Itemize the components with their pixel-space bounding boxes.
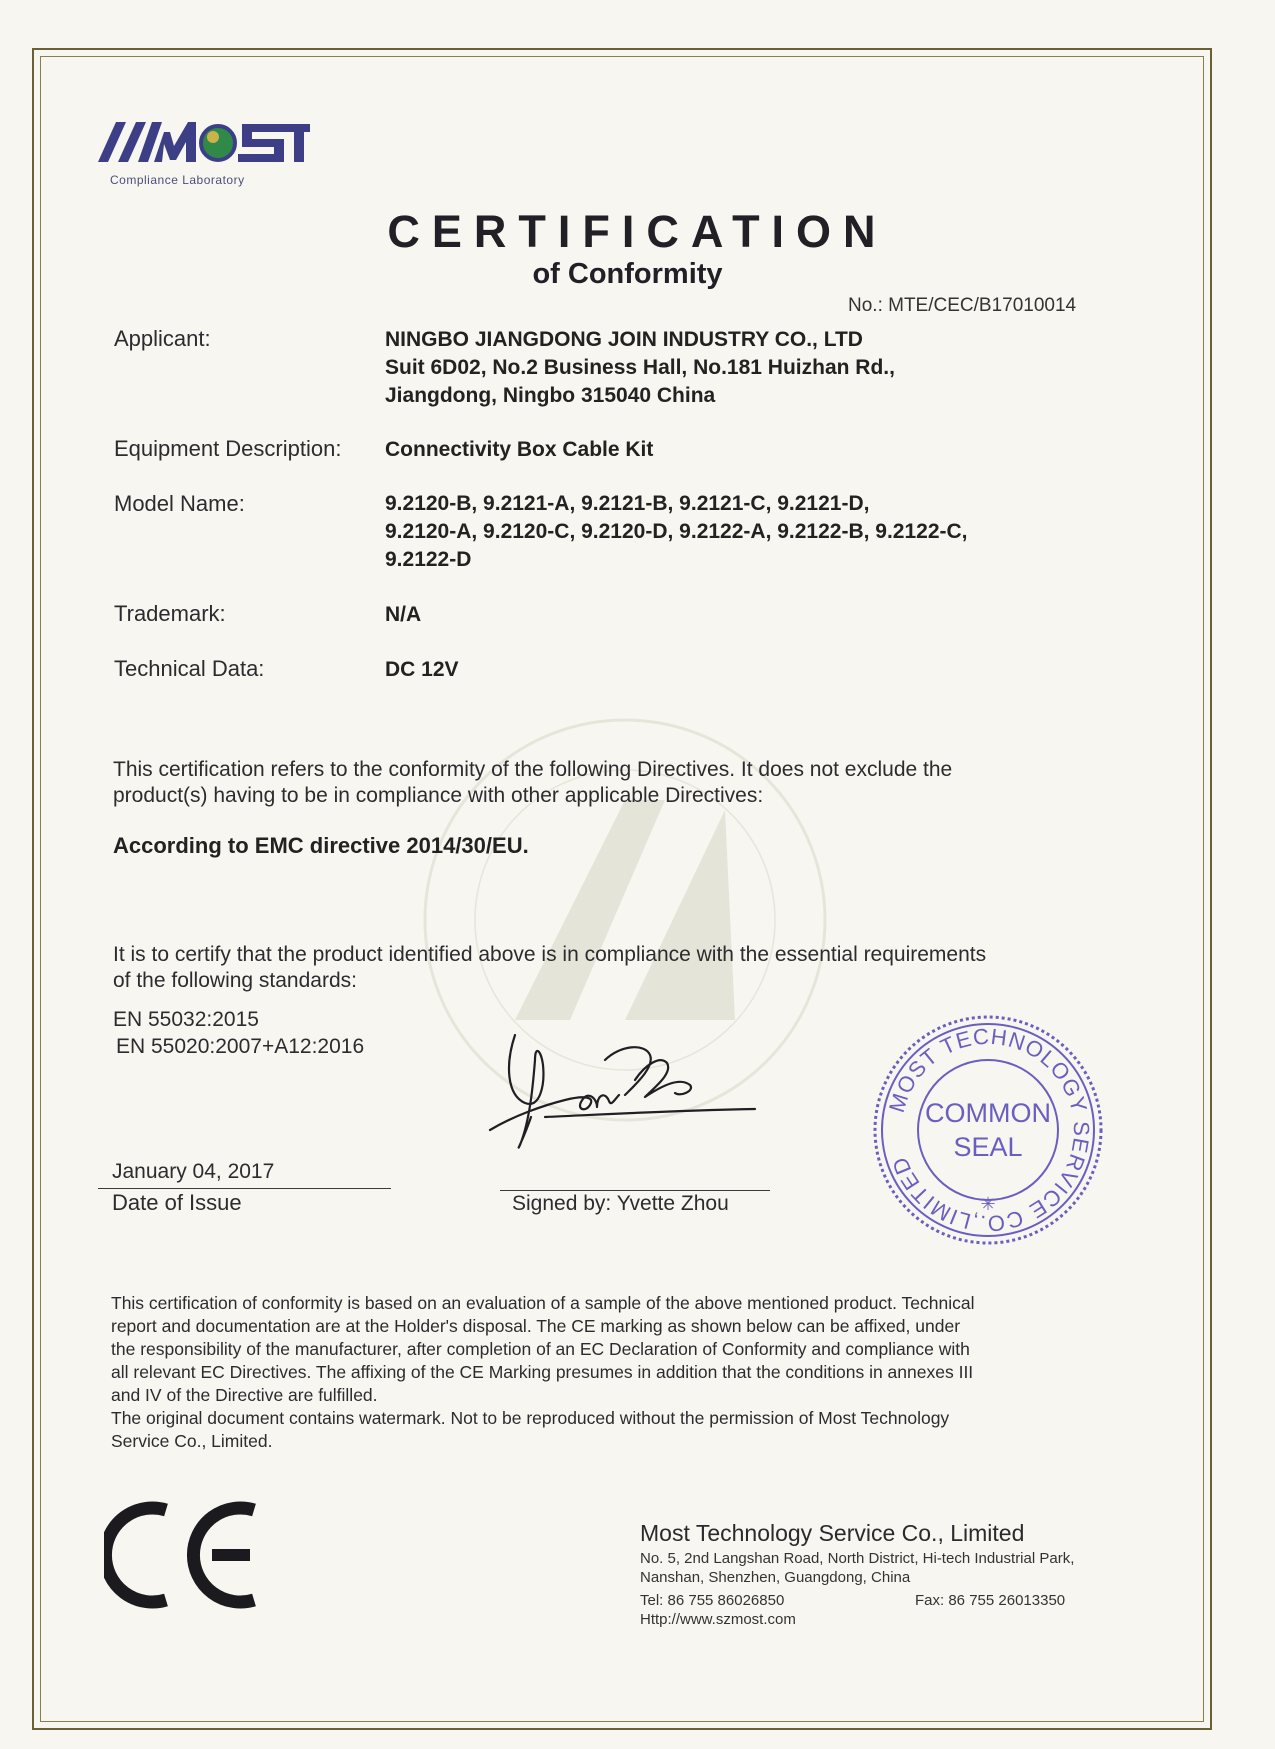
standard-item: EN 55020:2007+A12:2016 <box>116 1035 365 1058</box>
model-line: 9.2122-D <box>385 548 472 571</box>
certificate-subtitle: of Conformity <box>532 258 723 290</box>
company-seal <box>868 1010 1108 1250</box>
paragraph-line: This certification refers to the conformity of the following Directives. It does not exclude the <box>113 758 953 781</box>
note-line: and IV of the Directive are fulfilled. <box>111 1385 378 1405</box>
paragraph-line: product(s) having to be in compliance with other applicable Directives: <box>113 784 764 807</box>
issuer-address <box>640 1549 1074 1587</box>
trademark-label: Trademark: <box>114 601 226 626</box>
model-line: 9.2120-B, 9.2121-A, 9.2121-B, 9.2121-C, 9.2121-D, <box>385 492 870 515</box>
applicant-line: Suit 6D02, No.2 Business Hall, No.181 Huizhan Rd., <box>385 356 895 379</box>
issuer-name: Most Technology Service Co., Limited <box>640 1520 1025 1546</box>
applicant-value <box>385 326 895 410</box>
technical-label: Technical Data: <box>114 656 265 681</box>
logo-tagline: Compliance Laboratory <box>110 173 245 187</box>
paragraph-line: of the following standards: <box>113 969 357 992</box>
applicant-line: Jiangdong, Ningbo 315040 China <box>385 384 716 407</box>
technical-value: DC 12V <box>385 658 459 681</box>
standards-list <box>113 1006 364 1060</box>
seal-center-line1: COMMON <box>925 1098 1051 1128</box>
signature-line <box>500 1190 770 1191</box>
note-line: The original document contains watermark. Not to be reproduced without the permission of Most Technology <box>111 1408 950 1428</box>
date-of-issue-label: Date of Issue <box>112 1190 242 1215</box>
certify-paragraph <box>113 942 986 994</box>
seal-center-line2: SEAL <box>953 1132 1023 1162</box>
model-line: 9.2120-A, 9.2120-C, 9.2120-D, 9.2122-A, 9.2122-B, 9.2122-C, <box>385 520 968 543</box>
note-line: all relevant EC Directives. The affixing of the CE Marking presumes in addition that the conditions in annexes III <box>111 1362 974 1382</box>
applicant-line: NINGBO JIANGDONG JOIN INDUSTRY CO., LTD <box>385 328 863 351</box>
paragraph-line: It is to certify that the product identified above is in compliance with the essential requirements <box>113 943 987 966</box>
issuer-tel: Tel: 86 755 86026850 <box>640 1592 785 1609</box>
model-value <box>385 490 968 574</box>
signed-by: Signed by: Yvette Zhou <box>512 1192 729 1215</box>
svg-text:✳: ✳ <box>980 1194 996 1215</box>
directive-statement: According to EMC directive 2014/30/EU. <box>113 833 529 858</box>
equipment-value: Connectivity Box Cable Kit <box>385 438 654 461</box>
address-line: Nanshan, Shenzhen, Guangdong, China <box>640 1569 911 1586</box>
address-line: No. 5, 2nd Langshan Road, North District, Hi-tech Industrial Park, <box>640 1550 1075 1567</box>
date-line <box>98 1188 391 1189</box>
note-line: the responsibility of the manufacturer, after completion of an EC Declaration of Conformity and compliance with <box>111 1339 970 1359</box>
issuer-website[interactable]: Http://www.szmost.com <box>640 1611 796 1628</box>
certificate-title: CERTIFICATION <box>387 206 888 257</box>
applicant-label: Applicant: <box>114 326 211 351</box>
signature <box>485 1025 770 1165</box>
issuer-fax: Fax: 86 755 26013350 <box>915 1592 1066 1609</box>
equipment-label: Equipment Description: <box>114 436 342 461</box>
standard-item: EN 55032:2015 <box>113 1008 259 1031</box>
issue-date: January 04, 2017 <box>112 1160 275 1183</box>
certificate-number: No.: MTE/CEC/B17010014 <box>848 295 1077 316</box>
seal-ring-text: MOST TECHNOLOGY SERVICE CO.,LIMITED <box>883 1023 1095 1237</box>
model-label: Model Name: <box>114 491 245 516</box>
conformity-notes <box>111 1292 1121 1453</box>
ce-mark-icon <box>104 1500 264 1610</box>
directive-paragraph <box>113 757 952 809</box>
note-line: This certification of conformity is based on an evaluation of a sample of the above mentioned product. Technical <box>111 1293 975 1313</box>
trademark-value: N/A <box>385 603 422 626</box>
note-line: report and documentation are at the Holder's disposal. The CE marking as shown below can be affixed, under <box>111 1316 961 1336</box>
note-line: Service Co., Limited. <box>111 1431 273 1451</box>
